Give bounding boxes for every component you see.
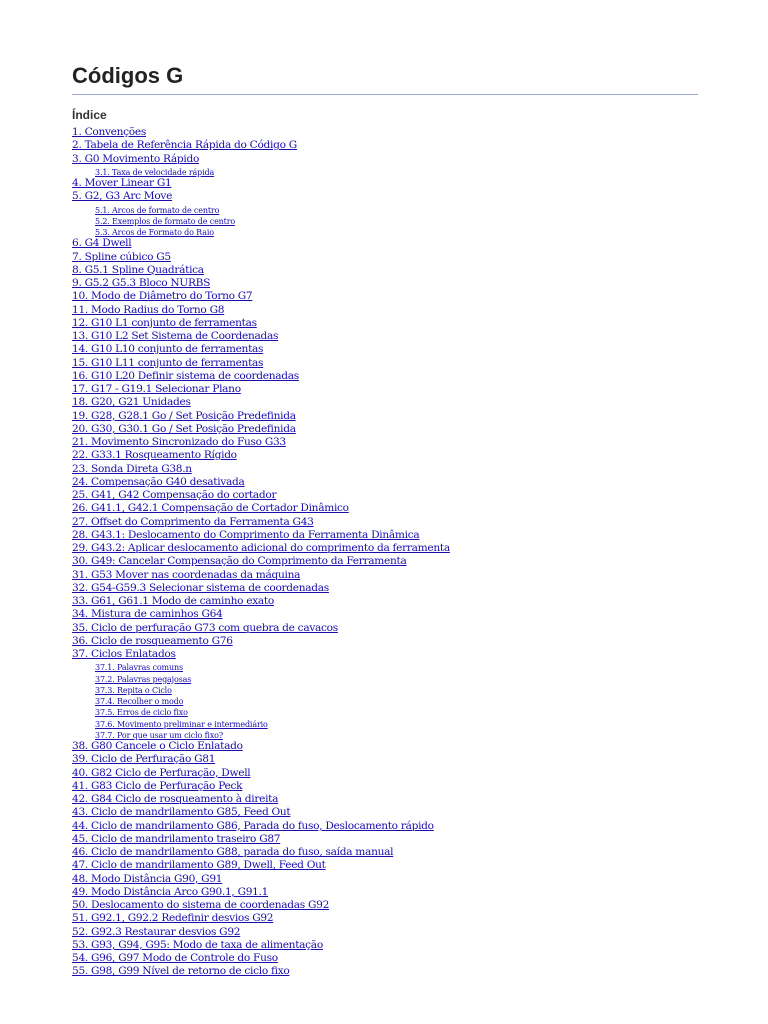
toc-subitem [72,669,698,684]
toc-link[interactable]: 41. G83 Ciclo de Perfuração Peck [72,779,243,792]
toc-subitem [72,211,698,226]
toc-link[interactable]: 54. G96, G97 Modo de Controle do Fuso [72,952,278,964]
toc-item [72,149,698,165]
toc-item [72,908,698,925]
toc-item [72,122,698,138]
toc-item [72,551,698,568]
toc-link[interactable]: 39. Ciclo de Perfuração G81 [72,753,216,766]
toc-link[interactable]: 37.4. Recolher o modo [95,697,184,706]
toc-link[interactable]: 15. G10 L11 conjunto de ferramentas [72,356,264,369]
toc-link[interactable]: 10. Modo de Diâmetro do Torno G7 [72,290,253,303]
toc-item [72,604,698,621]
toc-subitem [72,691,698,706]
toc-link[interactable]: 45. Ciclo de mandrilamento traseiro G87 [72,832,281,845]
toc-link[interactable]: 5. G2, G3 Arc Move [72,190,173,203]
toc-link[interactable]: 6. G4 Dwell [72,237,132,250]
toc-link[interactable]: 46. Ciclo de mandrilamento G88, parada do fuso, saída manual [72,846,394,858]
toc-item [72,789,698,805]
toc-subitem [72,657,698,673]
toc-link[interactable]: 51. G92.1, G92.2 Redefinir desvios G92 [72,912,274,925]
toc-subitem [72,200,698,215]
toc-link[interactable]: 2. Tabela de Referência Rápida do Código G [72,139,297,152]
toc-link[interactable]: 29. G43.2: Aplicar deslocamento adicional do comprimento da ferramenta [72,542,450,554]
toc-link[interactable]: 37.6. Movimento preliminar e intermediário [95,719,268,729]
toc-link[interactable]: 7. Spline cúbico G5 [72,250,171,263]
toc-link[interactable]: 33. G61, G61.1 Modo de caminho exato [72,595,274,607]
toc-item [72,485,698,501]
toc-subitem [72,702,698,718]
toc-link[interactable]: 3.1. Taxa de velocidade rápida [95,167,215,177]
toc-item [72,736,698,752]
toc-link[interactable]: 37.2. Palavras pegajosas [95,674,192,684]
toc-link[interactable]: 34. Mistura de caminhos G64 [72,608,223,621]
toc-subitem [72,725,698,740]
toc-link[interactable]: 43. Ciclo de mandrilamento G85, Feed Out [72,806,291,819]
toc-link[interactable]: 48. Modo Distância G90, G91 [72,872,223,885]
toc-link[interactable]: 37.7. Por que usar um ciclo fixo? [95,730,223,740]
toc-item [72,538,698,554]
toc-link[interactable]: 24. Compensação G40 desativada [72,475,245,488]
toc-item [72,186,698,203]
toc-link[interactable]: 5.1. Arcos de formato de centro [95,205,220,215]
toc-link[interactable]: 21. Movimento Sincronizado do Fuso G33 [72,436,286,448]
toc-link[interactable]: 52. G92.3 Restaurar desvios G92 [72,925,241,938]
toc-link[interactable]: 11. Modo Radius do Torno G8 [72,303,225,316]
table-of-contents [72,122,698,978]
toc-item [72,763,698,779]
toc-link[interactable]: 35. Ciclo de perfuração G73 com quebra de cavacos [72,621,338,634]
toc-link[interactable]: 32. G54-G59.3 Selecionar sistema de coordenadas [72,581,329,594]
toc-item [72,286,698,303]
toc-link[interactable]: 18. G20, G21 Unidades [72,396,191,409]
toc-link[interactable]: 19. G28, G28.1 Go / Set Posição Predefinida [72,409,296,422]
toc-link[interactable]: 3. G0 Movimento Rápido [72,152,200,165]
toc-link[interactable]: 37.3. Repita o Ciclo [95,685,172,695]
toc-item [72,591,698,607]
toc-link[interactable]: 22. G33.1 Rosqueamento Rígido [72,449,237,462]
toc-link[interactable]: 50. Deslocamento do sistema de coordenadas G92 [72,899,330,911]
toc-item [72,379,698,395]
toc-link[interactable]: 40. G82 Ciclo de Perfuração, Dwell [72,766,251,779]
toc-link[interactable]: 49. Modo Distância Arco G90.1, G91.1 [72,885,269,898]
toc-item [72,135,698,152]
toc-item [72,419,698,435]
toc-link[interactable]: 5.3. Arcos de Formato do Raio [95,228,214,237]
toc-item [72,512,698,528]
toc-link[interactable]: 27. Offset do Comprimento da Ferramenta G43 [72,515,314,528]
toc-item [72,935,698,951]
toc-item [72,366,698,382]
toc-link[interactable]: 38. G80 Cancele o Ciclo Enlatado [72,740,243,752]
toc-item [72,392,698,409]
toc-item [72,618,698,634]
toc-link[interactable]: 26. G41.1, G42.1 Compensação de Cortador Dinâmico [72,502,349,515]
toc-link[interactable]: 5.2. Exemplos de formato de centro [95,216,236,226]
toc-item [72,776,698,792]
toc-link[interactable]: 17. G17 - G19.1 Selecionar Plano [72,383,241,395]
toc-link[interactable]: 14. G10 L10 conjunto de ferramentas [72,343,264,356]
toc-link[interactable]: 37.5. Erros de ciclo fixo [95,708,188,718]
toc-subitem [72,680,698,695]
toc-item [72,525,698,541]
toc-item [72,961,698,978]
toc-link[interactable]: 23. Sonda Direta G38.n [72,462,192,475]
toc-link[interactable]: 28. G43.1: Deslocamento do Comprimento da Ferramenta Dinâmica [72,528,420,541]
toc-item [72,644,698,660]
toc-item [72,353,698,369]
toc-heading: Índice [72,108,107,122]
toc-item [72,882,698,898]
toc-item [72,472,698,488]
toc-link[interactable]: 31. G53 Mover nas coordenadas da máquina [72,568,301,581]
toc-link[interactable]: 30. G49: Cancelar Compensação do Comprimento da Ferramenta [72,555,407,568]
toc-item [72,247,698,263]
toc-link[interactable]: 12. G10 L1 conjunto de ferramentas [72,316,257,329]
toc-item [72,498,698,515]
toc-link[interactable]: 55. G98, G99 Nível de retorno de ciclo fixo [72,965,290,978]
toc-link[interactable]: 42. G84 Ciclo de rosqueamento à direita [72,793,279,805]
toc-item [72,802,698,819]
toc-subitem [72,222,698,237]
toc-link[interactable]: 44. Ciclo de mandrilamento G86, Parada do fuso, Deslocamento rápido [72,819,434,832]
toc-item [72,578,698,594]
toc-link[interactable]: 20. G30, G30.1 Go / Set Posição Predefinida [72,422,296,435]
toc-link[interactable]: 9. G5.2 G5.3 Bloco NURBS [72,277,211,289]
toc-link[interactable]: 53. G93, G94, G95: Modo de taxa de alimentação [72,938,323,951]
toc-item [72,260,698,276]
toc-link[interactable]: 13. G10 L2 Set Sistema de Coordenadas [72,330,279,342]
toc-link[interactable]: 36. Ciclo de rosqueamento G76 [72,634,233,647]
toc-item [72,459,698,475]
toc-link[interactable]: 37. Ciclos Enlatados [72,648,176,660]
toc-link[interactable]: 37.1. Palavras comuns [95,663,183,673]
toc-item [72,406,698,422]
toc-item [72,432,698,448]
toc-item [72,842,698,858]
toc-link[interactable]: 4. Mover Linear G1 [72,177,172,189]
page-title: Códigos G [72,62,698,95]
toc-subitem [72,162,698,177]
toc-link[interactable]: 8. G5.1 Spline Quadrática [72,263,204,276]
toc-item [72,313,698,329]
toc-item [72,273,698,289]
toc-link[interactable]: 1. Convenções [72,126,146,138]
toc-item [72,173,698,189]
document-page [72,62,698,978]
toc-item [72,895,698,911]
toc-link[interactable]: 47. Ciclo de mandrilamento G89, Dwell, Feed Out [72,859,326,872]
toc-item [72,922,698,938]
toc-item [72,300,698,316]
toc-item [72,948,698,964]
toc-item [72,869,698,885]
toc-link[interactable]: 25. G41, G42 Compensação do cortador [72,489,277,501]
toc-item [72,749,698,766]
toc-item [72,326,698,342]
toc-subitem [72,714,698,729]
toc-item [72,339,698,356]
toc-item [72,816,698,832]
toc-item [72,445,698,462]
toc-link[interactable]: 16. G10 L20 Definir sistema de coordenadas [72,369,299,382]
toc-item [72,631,698,647]
